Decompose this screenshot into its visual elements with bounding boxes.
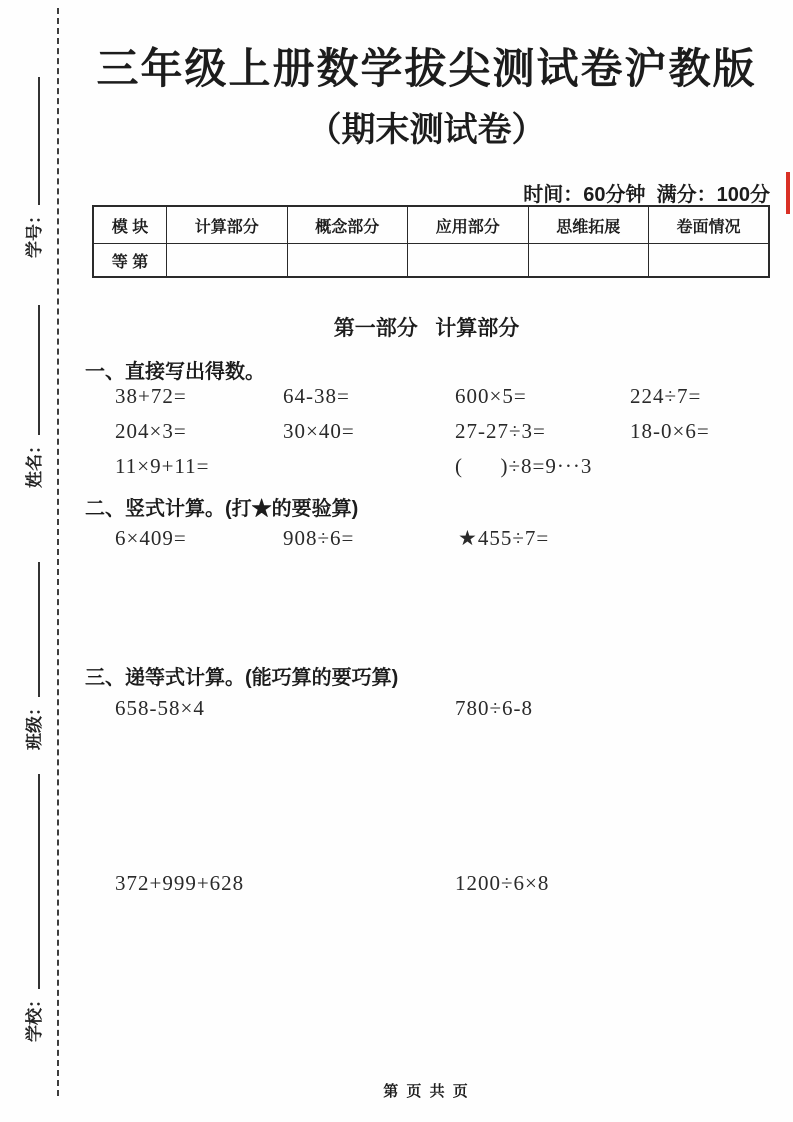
red-edge-mark (786, 172, 790, 214)
equation: 38+72= (115, 384, 187, 408)
q3-row2 (60, 871, 793, 897)
class-blank-line (24, 562, 40, 697)
student-id-blank-line (24, 77, 40, 205)
student-name-blank-line (24, 305, 40, 435)
margin-dashed-divider (57, 8, 59, 1096)
student-id-label: 学号： (25, 207, 44, 258)
q3-row1 (60, 696, 793, 722)
grade-cell (528, 244, 649, 278)
equation: 600×5= (455, 384, 527, 408)
score-table-header-cell: 思维拓展 (528, 206, 649, 244)
score-table-header-cell: 模 块 (93, 206, 167, 244)
q2-row (60, 526, 793, 552)
equation: 908÷6= (283, 526, 355, 550)
equation: 780÷6-8 (455, 696, 534, 720)
equation: 658-58×4 (115, 696, 205, 720)
question2-heading: 二、竖式计算。(打★的要验算) (85, 498, 359, 520)
equation: 372+999+628 (115, 871, 245, 895)
equation: 204×3= (115, 419, 187, 443)
equation: 6×409= (115, 526, 187, 550)
student-id-field (20, 77, 45, 258)
q1-row1 (60, 384, 793, 410)
equation: ★455÷7= (458, 526, 550, 550)
score-table-header-cell: 应用部分 (408, 206, 529, 244)
equation: 27-27÷3= (455, 419, 546, 443)
grade-cell (408, 244, 529, 278)
school-blank-line (24, 774, 40, 989)
page-footer: 第 页 共 页 (383, 1083, 470, 1100)
equation: 1200÷6×8 (455, 871, 550, 895)
question3-heading: 三、递等式计算。(能巧算的要巧算) (85, 667, 399, 689)
equation: ( )÷8=9···3 (455, 454, 593, 478)
student-name-label: 姓名： (25, 437, 44, 488)
school-label: 学校： (25, 991, 44, 1042)
student-name-field (20, 305, 45, 488)
class-label: 班级： (25, 699, 44, 750)
q1-row3 (60, 454, 793, 480)
equation: 224÷7= (630, 384, 702, 408)
grade-cell (167, 244, 288, 278)
equation: 64-38= (283, 384, 350, 408)
grade-cell (649, 244, 770, 278)
section-heading: 第一部分 计算部分 (333, 317, 520, 340)
equation: 11×9+11= (115, 454, 210, 478)
score-table-header-cell: 概念部分 (287, 206, 408, 244)
equation: 30×40= (283, 419, 355, 443)
score-table-grade-row (93, 244, 769, 278)
school-field (20, 774, 45, 1042)
q1-row2 (60, 419, 793, 445)
paper-subtitle: （期末测试卷） (307, 111, 546, 149)
class-field (20, 562, 45, 750)
grade-cell (287, 244, 408, 278)
paper-title: 三年级上册数学拔尖测试卷沪教版 (96, 45, 757, 92)
grade-row-label: 等 第 (93, 244, 167, 278)
time-score-info: 时间：60分钟 满分：100分 (523, 184, 770, 206)
equation: 18-0×6= (630, 419, 710, 443)
score-table-header-cell: 卷面情况 (649, 206, 770, 244)
score-table-header-cell: 计算部分 (167, 206, 288, 244)
question1-heading: 一、直接写出得数。 (85, 361, 265, 383)
score-table-header-row (93, 206, 769, 244)
score-table (92, 205, 770, 278)
